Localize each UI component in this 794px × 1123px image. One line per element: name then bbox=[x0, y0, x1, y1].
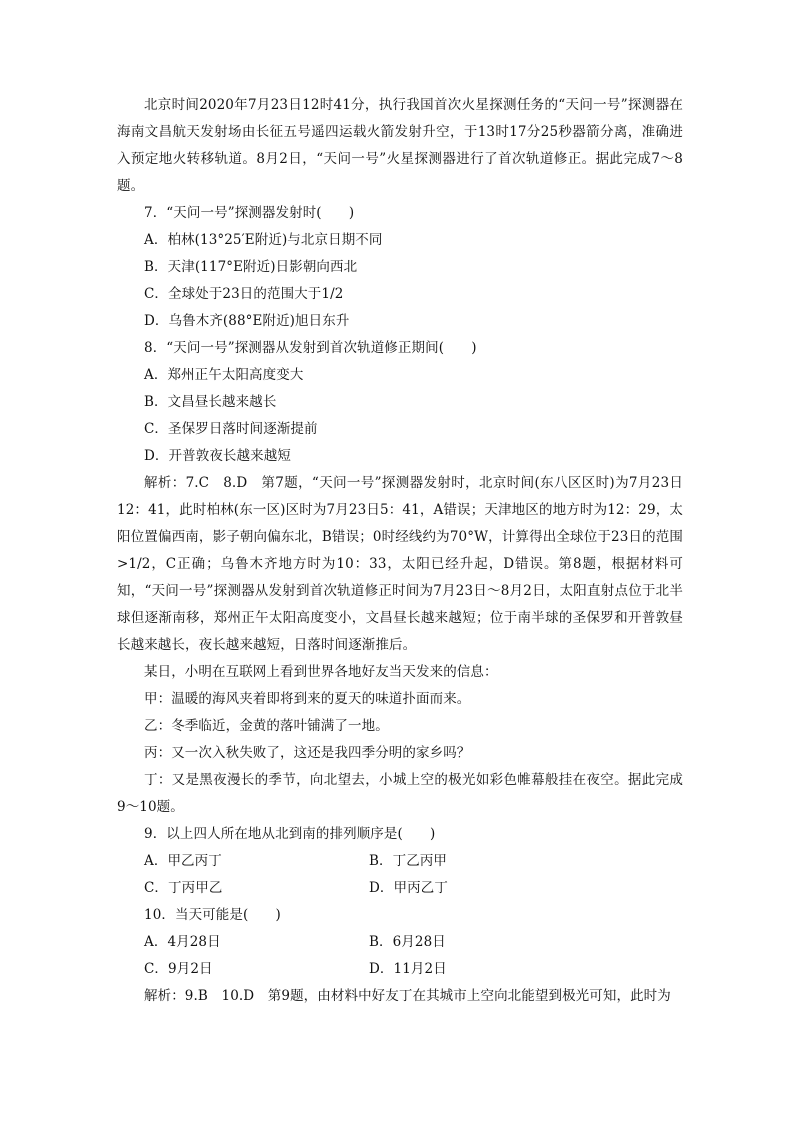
q8-option-a: A．郑州正午太阳高度变大 bbox=[144, 367, 304, 383]
passage-1: 北京时间2020年7月23日12时41分，执行我国首次火星探测任务的“天问一号”探测器在海南文昌航天发射场由长征五号遥四运载火箭发射升空，于13时17分25秒器箭分离，准确进入预定地火转移轨道。8月2日，“天问一号”火星探测器进行了首次轨道修正。据此完成7～8题。 bbox=[117, 97, 683, 194]
q7-option-c: C．全球处于23日的范围大于1/2 bbox=[144, 286, 344, 302]
analysis-9-10: 解析：9.B 10.D 第9题，由材料中好友丁在其城市上空向北能望到极光可知，此时为 bbox=[144, 988, 671, 1004]
document-content bbox=[117, 92, 683, 1010]
question-7-stem: 7．“天问一号”探测器发射时( ) bbox=[144, 205, 355, 221]
q8-option-c: C．圣保罗日落时间逐渐提前 bbox=[144, 421, 318, 437]
question-10-stem: 10．当天可能是( ) bbox=[144, 907, 281, 923]
q7-option-b: B．天津(117°E附近)日影朝向西北 bbox=[144, 259, 358, 275]
q10-options-row-2 bbox=[117, 956, 683, 983]
q10-option-c: C．9月2日 bbox=[144, 961, 213, 977]
q8-option-d: D．开普敦夜长越来越短 bbox=[144, 448, 291, 464]
q9-options-row-2 bbox=[117, 875, 683, 902]
q9-option-c: C．丁丙甲乙 bbox=[144, 880, 223, 896]
q10-options-row-1 bbox=[117, 929, 683, 956]
passage-2-intro: 某日，小明在互联网上看到世界各地好友当天发来的信息： bbox=[144, 664, 498, 680]
question-8-stem: 8．“天问一号”探测器从发射到首次轨道修正期间( ) bbox=[144, 340, 477, 356]
q9-option-d: D．甲丙乙丁 bbox=[369, 880, 448, 896]
q9-option-a: A．甲乙丙丁 bbox=[144, 853, 222, 869]
q10-option-d: D．11月2日 bbox=[369, 961, 447, 977]
message-jia: 甲：温暖的海风夹着即将到来的夏天的味道扑面而来。 bbox=[144, 691, 471, 707]
q7-option-d: D．乌鲁木齐(88°E附近)旭日东升 bbox=[144, 313, 350, 329]
message-bing: 丙：又一次入秋失败了，这还是我四季分明的家乡吗？ bbox=[144, 745, 471, 761]
q10-option-b: B．6月28日 bbox=[369, 934, 446, 950]
q7-option-a: A．柏林(13°25′E附近)与北京日期不同 bbox=[144, 232, 383, 248]
q9-options-row-1 bbox=[117, 848, 683, 875]
message-ding: 丁：又是黑夜漫长的季节，向北望去，小城上空的极光如彩色帷幕般挂在夜空。据此完成9～10题。 bbox=[117, 772, 683, 815]
q10-option-a: A．4月28日 bbox=[144, 934, 221, 950]
q8-option-b: B．文昌昼长越来越长 bbox=[144, 394, 277, 410]
q9-option-b: B．丁乙丙甲 bbox=[369, 853, 448, 869]
message-yi: 乙：冬季临近，金黄的落叶铺满了一地。 bbox=[144, 718, 389, 734]
question-9-stem: 9．以上四人所在地从北到南的排列顺序是( ) bbox=[144, 826, 436, 842]
analysis-7-8: 解析：7.C 8.D 第7题，“天问一号”探测器发射时，北京时间(东八区区时)为7月23日12：41，此时柏林(东一区)区时为7月23日5：41，A错误；天津地区的地方时为12：29，太阳位置偏西南，影子朝向偏东北，B错误；0时经线约为70°W，计算得出全球位于23日的范围>1/2，C正确；乌鲁木齐地方时为10：33，太阳已经升起，D错误。第8题，根据材料可知，“天问一号”探测器从发射到首次轨道修正时间为7月23日～8月2日，太阳直射点位于北半球但逐渐南移，郑州正午太阳高度变小，文昌昼长越来越短；位于南半球的圣保罗和开普敦昼长越来越长，夜长越来越短，日落时间逐渐推后。 bbox=[117, 475, 683, 653]
